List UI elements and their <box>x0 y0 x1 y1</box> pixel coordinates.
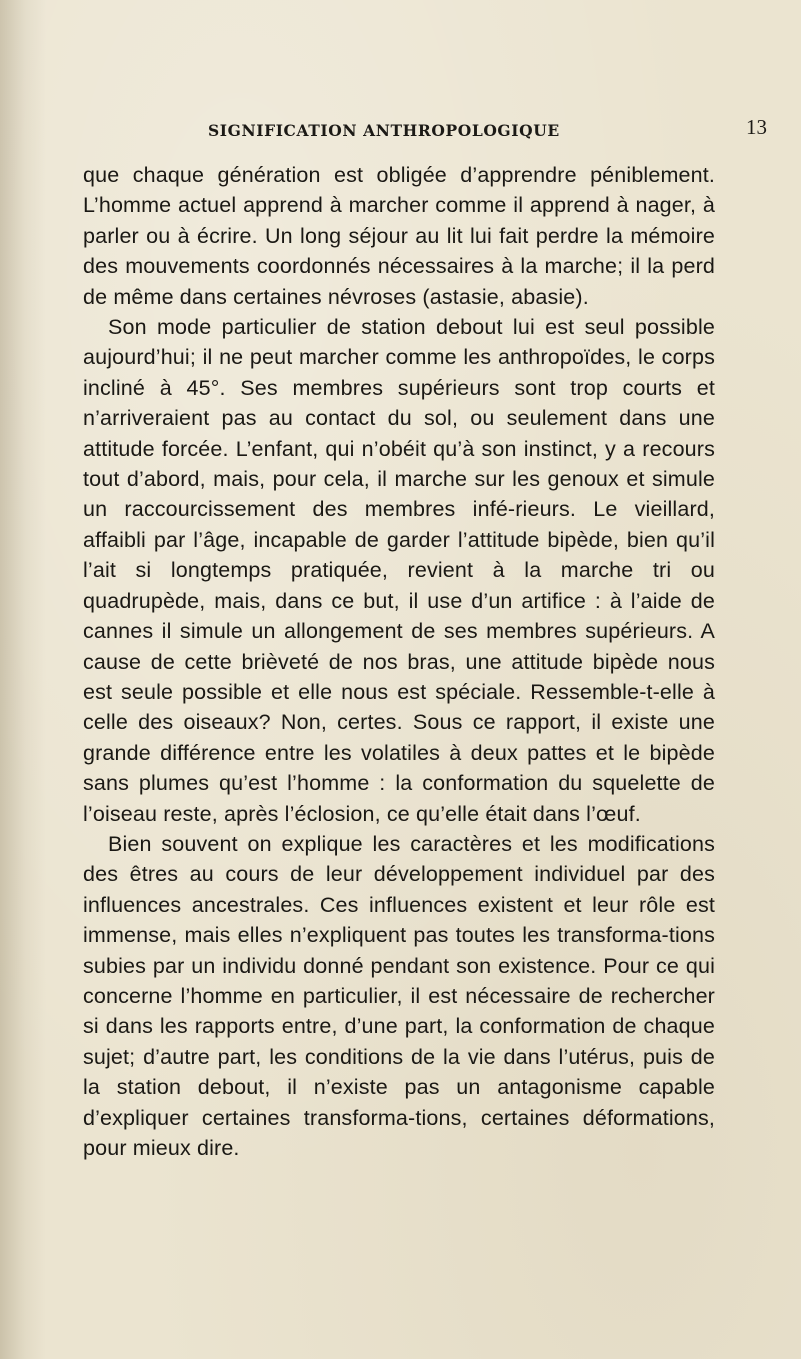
page-number: 13 <box>746 115 767 139</box>
gutter-shadow <box>0 0 46 1359</box>
body-text <box>83 160 715 1163</box>
running-title: SIGNIFICATION ANTHROPOLOGIQUE <box>208 121 560 140</box>
paragraph-3: Bien souvent on explique les caractères et les modifications des êtres au cours de leur développement individuel par des influences ancestrales. Ces influences existent et leur rôle est immense, mais elles n’expliquent pas toutes les transforma-tions subies par un individu donné pendant son existence. Pour ce qui concerne l’homme en particulier, il est nécessaire de rechercher si dans les rapports entre, d’une part, la conformation de chaque sujet; d’autre part, les conditions de la vie dans l’utérus, puis de la station debout, il n’existe pas un antagonisme capable d’expliquer certaines transforma-tions, certaines déformations, pour mieux dire. <box>83 831 715 1160</box>
paragraph-2: Son mode particulier de station debout lui est seul possible aujourd’hui; il ne peut marcher comme les anthropoïdes, le corps incliné à 45°. Ses membres supérieurs sont trop courts et n’arriveraient pas au contact du sol, ou seulement dans une attitude forcée. L’enfant, qui n’obéit qu’à son instinct, y a recours tout d’abord, mais, pour cela, il marche sur les genoux et simule un raccourcissement des membres infé-rieurs. Le vieillard, affaibli par l’âge, incapable de garder l’attitude bipède, bien qu’il l’ait si longtemps pratiquée, revient à la marche tri ou quadrupède, mais, dans ce but, il use d’un artifice : à l’aide de cannes il simule un allongement de ses membres supérieurs. A cause de cette brièveté de nos bras, une attitude bipède nous est seule possible et elle nous est spéciale. Ressemble-t-elle à celle des oiseaux? Non, certes. Sous ce rapport, il existe une grande différence entre les volatiles à deux pattes et le bipède sans plumes qu’est l’homme : la conformation du squelette de l’oiseau reste, après l’éclosion, ce qu’elle était dans l’œuf. <box>83 315 715 826</box>
paragraph-1: que chaque génération est obligée d’apprendre péniblement. L’homme actuel apprend à marcher comme il apprend à nager, à parler ou à écrire. Un long séjour au lit lui fait perdre la mémoire des mouvements coordonnés nécessaires à la marche; il la perd de même dans certaines névroses (astasie, abasie). <box>83 163 715 309</box>
